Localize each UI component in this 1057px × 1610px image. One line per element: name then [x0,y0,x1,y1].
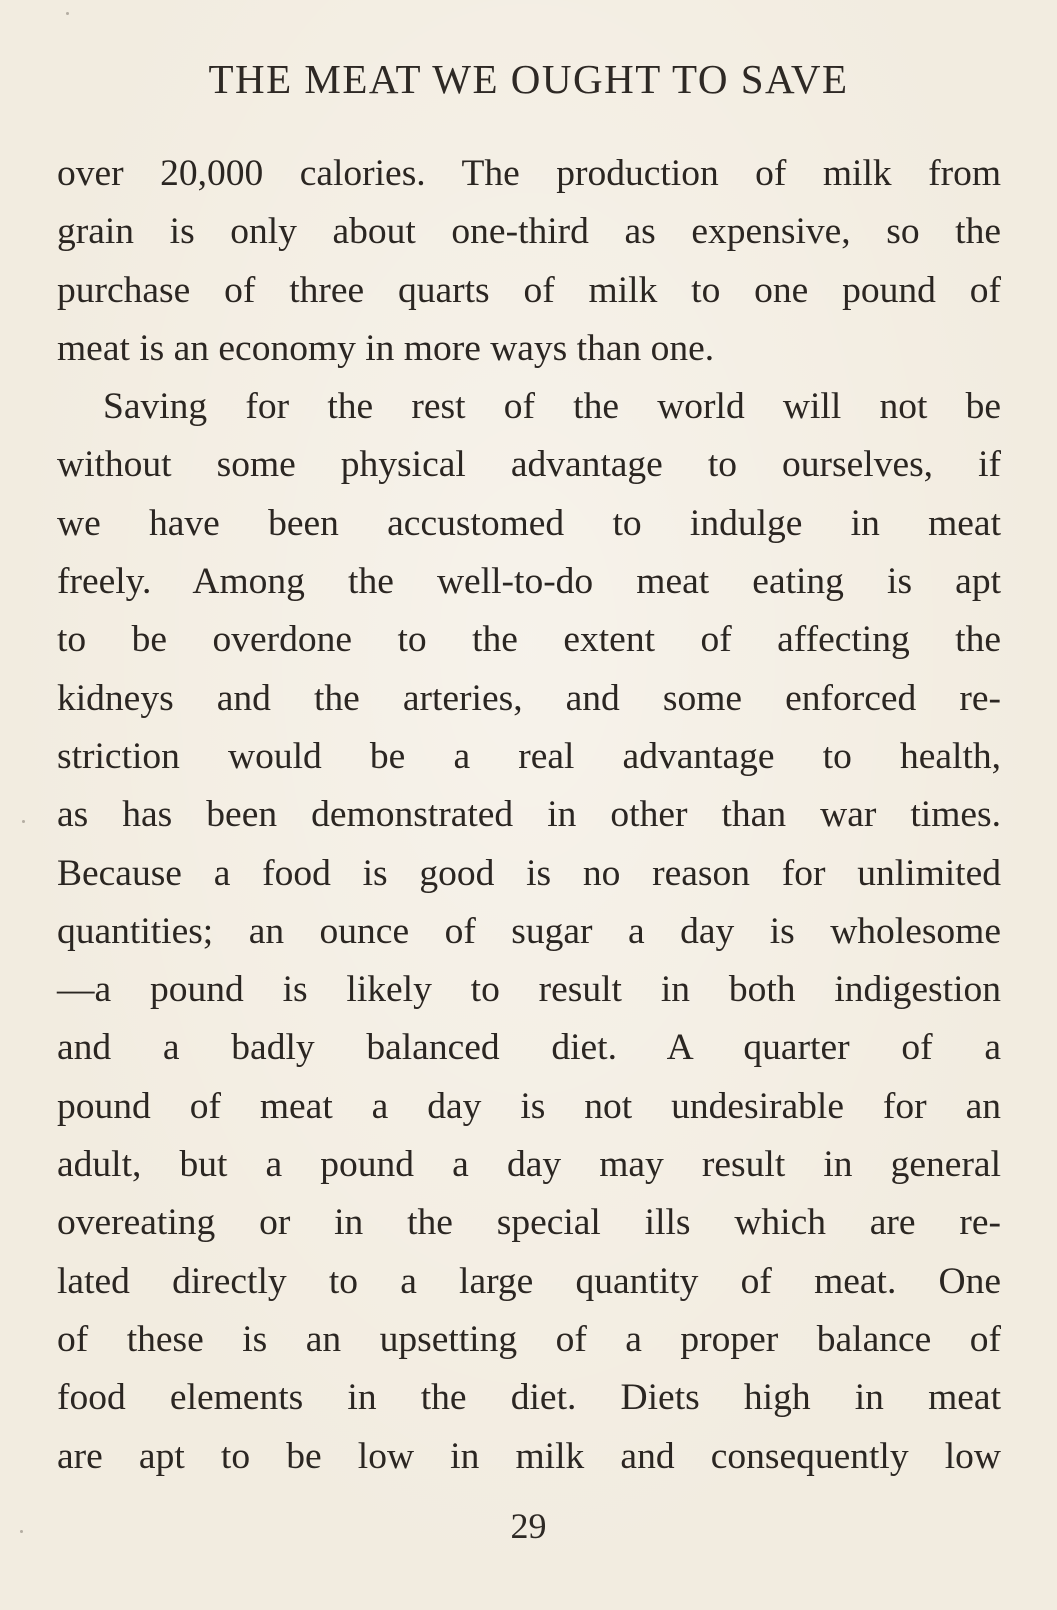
text-line: quantities; an ounce of sugar a day is wholesome [57,910,1001,952]
paper-speck [66,12,69,15]
text-line: over 20,000 calories. The production of milk from [57,153,1001,194]
text-line: Because a food is good is no reason for unlimited [57,852,1001,894]
text-line: pound of meat a day is not undesirable for an [57,1085,1001,1127]
text-line: adult, but a pound a day may result in general [57,1144,1001,1186]
text-line: without some physical advantage to ourselves, if [57,444,1001,486]
text-line: Saving for the rest of the world will not be [103,386,1001,428]
page-number: 29 [510,1506,547,1546]
text-line: as has been demonstrated in other than war times. [57,794,1001,836]
body-text [57,145,1001,1486]
text-line: grain is only about one-third as expensive, so the [57,211,1001,253]
text-line: to be overdone to the extent of affecting the [57,619,1001,661]
text-line: overeating or in the special ills which are re- [57,1202,1001,1244]
text-line: striction would be a real advantage to health, [57,735,1001,777]
text-line: are apt to be low in milk and consequently low [57,1435,1001,1477]
text-line: and a badly balanced diet. A quarter of a [57,1027,1001,1069]
running-head: THE MEAT WE OUGHT TO SAVE [208,56,849,102]
text-line: we have been accustomed to indulge in meat [57,502,1001,544]
text-line: lated directly to a large quantity of meat. One [57,1260,1001,1302]
text-line: purchase of three quarts of milk to one pound of [57,269,1001,311]
text-line: meat is an economy in more ways than one. [57,327,715,369]
paper-speck [22,820,25,823]
text-line: of these is an upsetting of a proper balance of [57,1318,1001,1360]
text-line: freely. Among the well-to-do meat eating is apt [57,561,1001,603]
text-line: food elements in the diet. Diets high in meat [57,1377,1001,1419]
text-line: kidneys and the arteries, and some enforced re- [57,677,1001,719]
text-line: —a pound is likely to result in both indigestion [57,969,1001,1011]
